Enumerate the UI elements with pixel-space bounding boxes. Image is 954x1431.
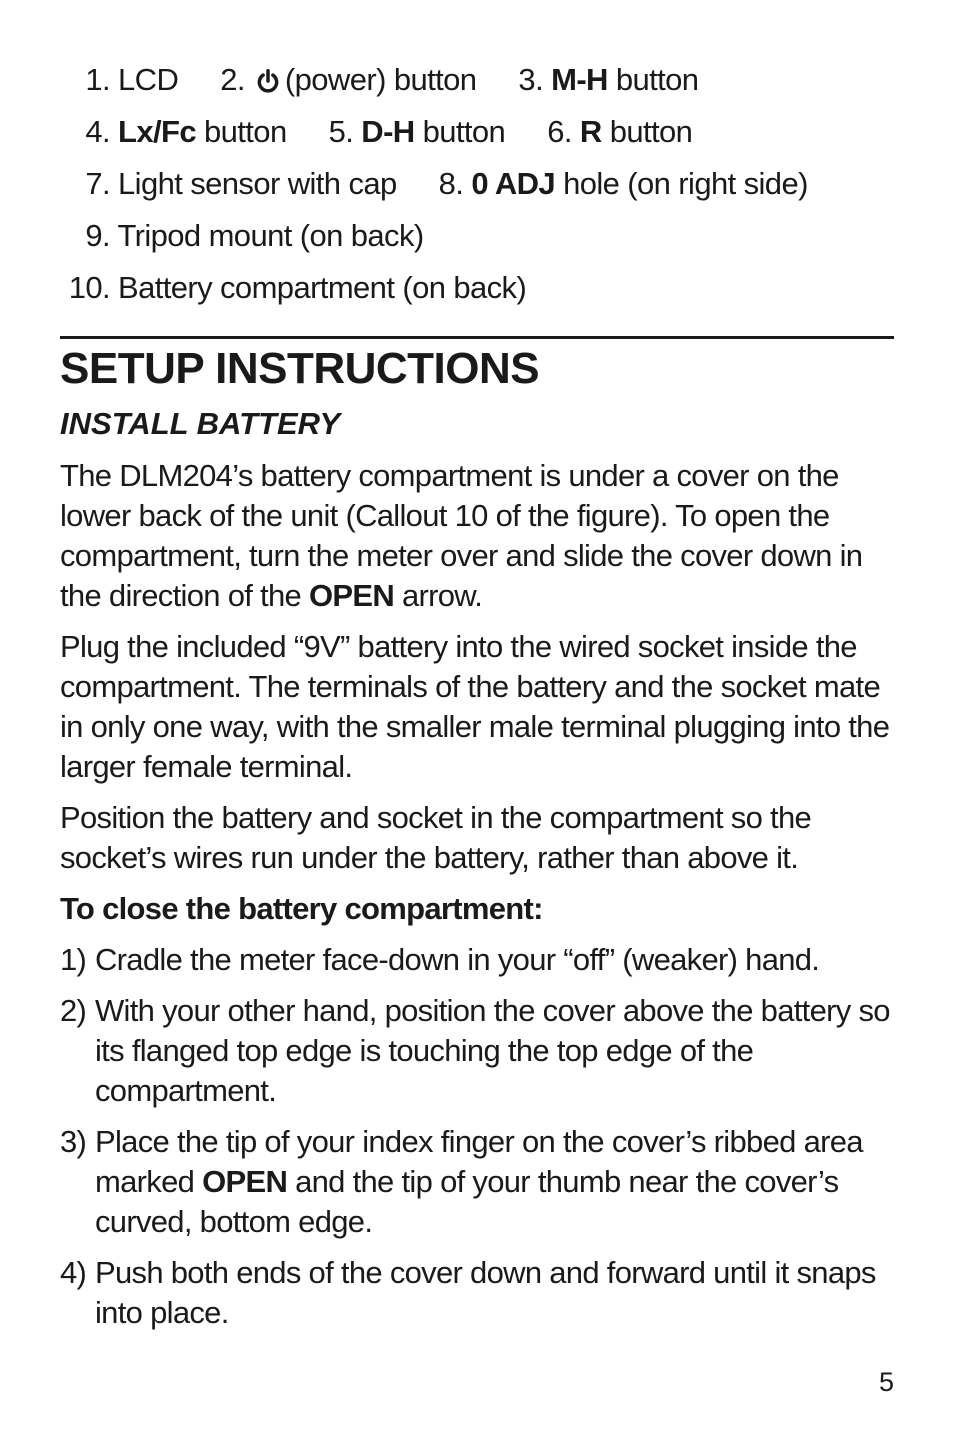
callout-label: button <box>609 114 693 149</box>
step-item <box>60 940 900 980</box>
callout-row <box>60 160 900 212</box>
step-number: 2) <box>60 993 87 1028</box>
step-item <box>60 1122 900 1242</box>
callout-item-zero-adj <box>439 160 808 208</box>
callout-legend <box>60 56 900 316</box>
steps-title: To close the battery compartment: <box>60 891 543 926</box>
step-text: Push both ends of the cover down and forward until it snaps into place. <box>95 1255 876 1330</box>
instructions-body <box>60 456 900 1344</box>
callout-item-r <box>547 108 692 156</box>
step-number: 3) <box>60 1124 87 1159</box>
power-icon <box>255 68 281 94</box>
callout-row <box>60 56 900 108</box>
paragraph-open-compartment <box>60 456 900 616</box>
step-number: 1) <box>60 942 87 977</box>
step-number: 4) <box>60 1255 87 1290</box>
callout-item-tripod <box>60 212 424 260</box>
callout-item-mh <box>518 56 698 104</box>
step-text-part: Place the tip of your index finger on the cover’s ribbed area marked <box>95 1124 863 1199</box>
section-subtitle: INSTALL BATTERY <box>60 406 341 441</box>
callout-number: 1. <box>85 62 110 97</box>
callout-item-dh <box>329 108 506 156</box>
callout-label: button <box>422 114 506 149</box>
callout-number: 6. <box>547 114 572 149</box>
callout-item-lxfc <box>60 108 287 156</box>
callout-label: Tripod mount (on back) <box>117 218 424 253</box>
emphasis-open: OPEN <box>308 578 395 613</box>
step-text <box>95 1122 900 1242</box>
callout-item-power <box>220 56 476 104</box>
callout-number: 7. <box>85 166 110 201</box>
page-number: 5 <box>878 1367 894 1397</box>
emphasis-open: OPEN <box>202 1164 288 1199</box>
paragraph-plug-battery: Plug the included “9V” battery into the wired socket inside the compartment. The terminals of the battery and the socket mate in only one way, with the smaller male terminal plugging into the larger female terminal. <box>60 629 890 784</box>
callout-label: Battery compartment (on back) <box>118 270 527 305</box>
paragraph-text: arrow. <box>394 578 483 613</box>
callout-key: Lx/Fc <box>118 114 196 149</box>
callout-number: 3. <box>518 62 544 97</box>
callout-number: 2. <box>220 62 245 97</box>
callout-number: 9. <box>85 218 110 253</box>
callout-label: Light sensor with cap <box>118 166 397 201</box>
callout-key: 0 ADJ <box>471 166 556 201</box>
callout-label: hole (on right side) <box>563 166 808 201</box>
callout-number: 8. <box>438 166 464 201</box>
step-text: Cradle the meter face-down in your “off” (weaker) hand. <box>95 942 820 977</box>
callout-key: M-H <box>551 62 608 97</box>
callout-item-battery <box>60 264 526 312</box>
callout-key: R <box>579 114 602 149</box>
paragraph-position-battery: Position the battery and socket in the compartment so the socket’s wires run under the battery, rather than above it. <box>60 800 812 875</box>
callout-label: button <box>615 62 699 97</box>
callout-row <box>60 212 900 264</box>
callout-label: (power) button <box>284 62 477 97</box>
callout-number: 10. <box>68 270 110 305</box>
callout-label: button <box>204 114 287 149</box>
section-title: SETUP INSTRUCTIONS <box>60 344 540 393</box>
callout-number: 4. <box>85 114 110 149</box>
step-item <box>60 991 900 1111</box>
callout-item-lcd <box>60 56 178 104</box>
callout-row <box>60 264 900 316</box>
callout-number: 5. <box>328 114 354 149</box>
paragraph-text: The DLM204’s battery compartment is under a cover on the lower back of the unit (Callout 10 of the figure). To open the compartment, turn the meter over and slide the cover down in the direction of the <box>60 458 863 613</box>
callout-item-light-sensor <box>60 160 397 208</box>
section-divider <box>60 336 894 339</box>
callout-row <box>60 108 900 160</box>
callout-label: LCD <box>118 62 179 97</box>
step-text: With your other hand, position the cover above the battery so its flanged top edge is touching the top edge of the compartment. <box>95 993 890 1108</box>
callout-key: D-H <box>361 114 415 149</box>
step-text-part: and the tip of your thumb near the cover’s curved, bottom edge. <box>95 1164 839 1239</box>
step-item <box>60 1253 900 1333</box>
